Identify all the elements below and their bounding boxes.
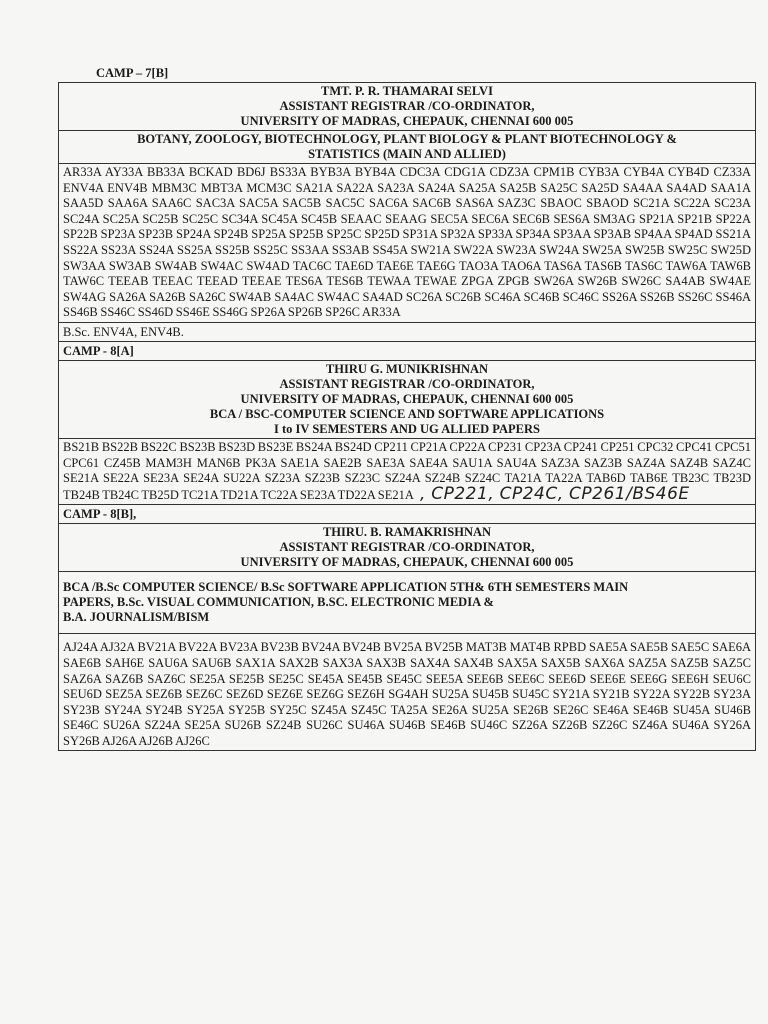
camp-7b-header xyxy=(59,83,756,131)
camp-8a-header-row xyxy=(59,360,756,438)
camp-8b-subject xyxy=(59,572,756,634)
university-address: UNIVERSITY OF MADRAS, CHEPAUK, CHENNAI 600 005 xyxy=(240,391,574,406)
handwritten-annotation: , CP221, CP24C, CP261/BS46E xyxy=(419,483,690,504)
university-address: UNIVERSITY OF MADRAS, CHEPAUK, CHENNAI 600 005 xyxy=(240,114,574,128)
camp-7b-subject xyxy=(59,131,756,164)
coordinator-name: THIRU. B. RAMAKRISHNAN xyxy=(322,525,492,540)
subject-line: PAPERS, B.Sc. VISUAL COMMUNICATION, B.SC. ELECTRONIC MEDIA & xyxy=(63,595,494,610)
camp-8a-codes-row xyxy=(59,438,756,504)
camp-8a-label: CAMP - 8[A] xyxy=(59,341,756,360)
coordinator-name: THIRU G. MUNIKRISHNAN xyxy=(325,361,489,376)
camp-8a-header xyxy=(59,360,756,438)
coordinator-designation: ASSISTANT REGISTRAR /CO-ORDINATOR, xyxy=(279,540,535,555)
camp-8b-codes: AJ24A AJ32A BV21A BV22A BV23A BV23B BV24A BV24B BV25A BV25B MAT3B MAT4B RPBD SAE5A SAE5B SAE5C SAE6A SAE6B SAH6E SAU6A SAU6B SAX1A SAX2B SAX3A SAX3B SAX4A SAX4B SAX5A SAX5B SAX6A SAZ5A SAZ5B SAZ5C SAZ6A SAZ6B SAZ6C SE25A SE25B SE25C SE45A SE45B SE45C SEE5A SEE6B SEE6C SEE6D SEE6E SEE6G SEE6H SEU6C SEU6D SEZ5A SEZ6B SEZ6C SEZ6D SEZ6E SEZ6G SEZ6H SG4AH SU25A SU45B SU45C SY21A SY21B SY22A SY22B SY23A SY23B SY24A SY24B SY25A SY25B SY25C SZ45A SZ45C TA25A SE26A SU25A SE26B SE26C SE46A SE46B SU45A SU46B SE46C SU26A SZ24A SE25A SU26B SZ24B SU26C SU46A SU46B SE46B SU46C SZ26A SZ26B SZ26C SZ46A SU46A SY26A SY26B AJ26A AJ26B AJ26C xyxy=(59,634,756,751)
camp-table xyxy=(58,82,756,751)
camp-8a-label-row xyxy=(59,341,756,360)
camp-7b-label: CAMP – 7[B] xyxy=(96,66,169,80)
camp-7b-subject-row xyxy=(59,131,756,164)
subject-line: BOTANY, ZOOLOGY, BIOTECHNOLOGY, PLANT BIOLOGY & PLANT BIOTECHNOLOGY & xyxy=(137,132,677,146)
camp-8b-label-row xyxy=(59,505,756,524)
camp-7b-note-row xyxy=(59,322,756,341)
camp-8b-label: CAMP - 8[B], xyxy=(59,505,756,524)
camp-7b-codes: AR33A AY33A BB33A BCKAD BD6J BS33A BYB3A BYB4A CDC3A CDG1A CDZ3A CPM1B CYB3A CYB4A CYB4D CZ33A ENV4A ENV4B MBM3C MBT3A MCM3C SA21A SA22A SA23A SA24A SA25A SA25B SA25C SA25D SA4AA SA4AD SAA1A SAA5D SAA6A SAA6C SAC3A SAC5A SAC5B SAC5C SAC6A SAC6B SAS6A SAZ3C SBAOC SBAOD SC21A SC22A SC23A SC24A SC25A SC25B SC25C SC34A SC45A SC45B SEAAC SEAAG SEC5A SEC6A SEC6B SES6A SM3AG SP21A SP21B SP22A SP22B SP23A SP23B SP24A SP24B SP25A SP25B SP25C SP25D SP31A SP32A SP33A SP34A SP3AA SP3AB SP4AA SP4AD SS21A SS22A SS23A SS24A SS25A SS25B SS25C SS3AA SS3AB SS45A SW21A SW22A SW23A SW24A SW25A SW25B SW25C SW25D SW3AA SW3AB SW4AB SW4AC SW4AD TAC6C TAE6D TAE6E TAE6G TAO3A TAO6A TAS6A TAS6B TAS6C TAW6A TAW6B TAW6C TEEAB TEEAC TEEAD TEEAE TES6A TES6B TEWAA TEWAE ZPGA ZPGB SW26A SW26B SW26C SA4AB SW4AE SW4AG SA26A SA26B SA26C SW4AB SA4AC SW4AC SA4AD SC26A SC26B SC46A SC46B SC46C SS26A SS26B SS26C SS46A SS46B SS46C SS46D SS46E SS46G SP26A SP26B SP26C AR33A xyxy=(59,164,756,323)
coordinator-designation: ASSISTANT REGISTRAR /CO-ORDINATOR, xyxy=(279,99,535,113)
subject-line xyxy=(63,422,751,437)
camp-8b-header-row xyxy=(59,524,756,572)
subject-line: B.A. JOURNALISM/BISM xyxy=(63,610,210,625)
camp-8b-subject-row xyxy=(59,572,756,634)
camp-7b-header-row xyxy=(59,83,756,131)
subject-line-text: I to IV SEMESTERS AND UG ALLIED PAPERS xyxy=(274,421,540,436)
camp-8a-code-list: BS21B BS22B BS22C BS23B BS23D BS23E BS24A BS24D CP211 CP21A CP22A CP231 CP23A CP241 CP251 CPC32 CPC41 CPC51 CPC61 CZ45B MAM3H MAN6B PK3A SAE1A SAE2B SAE3A SAE4A SAU1A SAU4A SAZ3A SAZ3B SAZ4A SAZ4B SAZ4C SE21A SE22A SE23A SE24A SU22A SZ23A SZ23B SZ23C SZ24A SZ24B SZ24C TA21A TA22A TAB6D TAB6E TB23C TB23D TB24B TB24C TB25D TC21A TD21A TC22A SE23A TD22A SE21A xyxy=(63,439,751,502)
university-address: UNIVERSITY OF MADRAS, CHEPAUK, CHENNAI 600 005 xyxy=(240,555,574,570)
camp-7b-codes-row xyxy=(59,164,756,323)
camp-8b-codes-row xyxy=(59,634,756,751)
camp-7b-note: B.Sc. ENV4A, ENV4B. xyxy=(59,322,756,341)
subject-line: STATISTICS (MAIN AND ALLIED) xyxy=(308,147,506,161)
subject-line: BCA / BSC-COMPUTER SCIENCE AND SOFTWARE APPLICATIONS xyxy=(209,406,605,421)
coordinator-designation: ASSISTANT REGISTRAR /CO-ORDINATOR, xyxy=(279,376,535,391)
coordinator-name: TMT. P. R. THAMARAI SELVI xyxy=(321,84,493,98)
document-page xyxy=(58,64,756,751)
camp-8a-codes xyxy=(59,438,756,504)
subject-line: BCA /B.Sc COMPUTER SCIENCE/ B.Sc SOFTWARE APPLICATION 5TH& 6TH SEMESTERS MAIN xyxy=(63,580,629,595)
camp-8b-header xyxy=(59,524,756,572)
